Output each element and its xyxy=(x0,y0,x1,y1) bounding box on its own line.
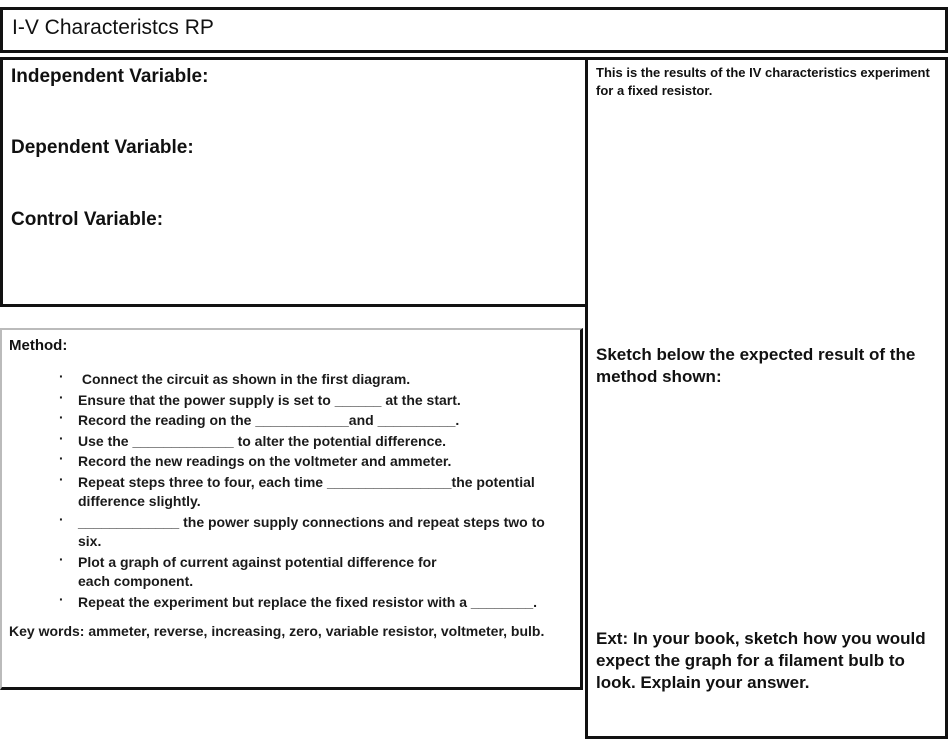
bullet-icon: · xyxy=(59,409,64,425)
results-intro-text: This is the results of the IV characteristics experiment for a fixed resistor. xyxy=(596,65,930,98)
method-step-text: Ensure that the power supply is set to ______ at the start. xyxy=(78,391,461,408)
results-panel xyxy=(585,57,948,739)
control-variable-label: Control Variable: xyxy=(11,209,164,230)
method-step xyxy=(2,510,577,552)
method-step xyxy=(2,388,577,411)
method-heading: Method: xyxy=(9,337,68,354)
method-step-text: Plot a graph of current against potential difference for each component. xyxy=(78,553,437,589)
method-step xyxy=(2,411,577,431)
bullet-icon: · xyxy=(59,550,64,567)
method-step xyxy=(2,429,577,452)
bullet-icon: · xyxy=(59,388,64,405)
variables-box xyxy=(0,57,588,307)
bullet-icon: · xyxy=(59,510,64,527)
method-step xyxy=(2,452,577,472)
method-step xyxy=(2,370,577,390)
method-step-text: Record the reading on the ____________and __________. xyxy=(78,412,460,428)
sketch-prompt-text: Sketch below the expected result of the method shown: xyxy=(596,345,916,386)
dependent-variable-label: Dependent Variable: xyxy=(11,137,194,158)
method-step-text: Record the new readings on the voltmeter and ammeter. xyxy=(78,453,452,469)
method-step xyxy=(2,470,577,512)
bullet-icon: · xyxy=(59,470,64,487)
bullet-icon: · xyxy=(59,450,64,466)
independent-variable-label: Independent Variable: xyxy=(11,66,209,87)
method-step-text: Repeat steps three to four, each time ________________the potential difference slightly. xyxy=(78,473,535,509)
method-steps-list xyxy=(2,370,577,613)
method-step xyxy=(2,590,577,613)
method-step-text: _____________ the power supply connections and repeat steps two to six. xyxy=(78,513,545,549)
title-box xyxy=(0,7,948,53)
bullet-icon: · xyxy=(59,590,64,607)
bullet-icon: · xyxy=(59,368,64,384)
method-step-text: Connect the circuit as shown in the first diagram. xyxy=(78,371,411,387)
bullet-icon: · xyxy=(59,429,64,446)
method-step-text: Use the _____________ to alter the potential difference. xyxy=(78,432,447,449)
key-words-text: Key words: ammeter, reverse, increasing, zero, variable resistor, voltmeter, bulb. xyxy=(9,623,545,639)
method-step-text: Repeat the experiment but replace the fixed resistor with a ________. xyxy=(78,593,538,610)
method-box xyxy=(0,328,583,690)
page-title: I-V Characteristcs RP xyxy=(12,16,214,39)
extension-task-text: Ext: In your book, sketch how you would expect the graph for a filament bulb to look. Explain your answer. xyxy=(596,629,926,692)
method-step xyxy=(2,550,577,592)
